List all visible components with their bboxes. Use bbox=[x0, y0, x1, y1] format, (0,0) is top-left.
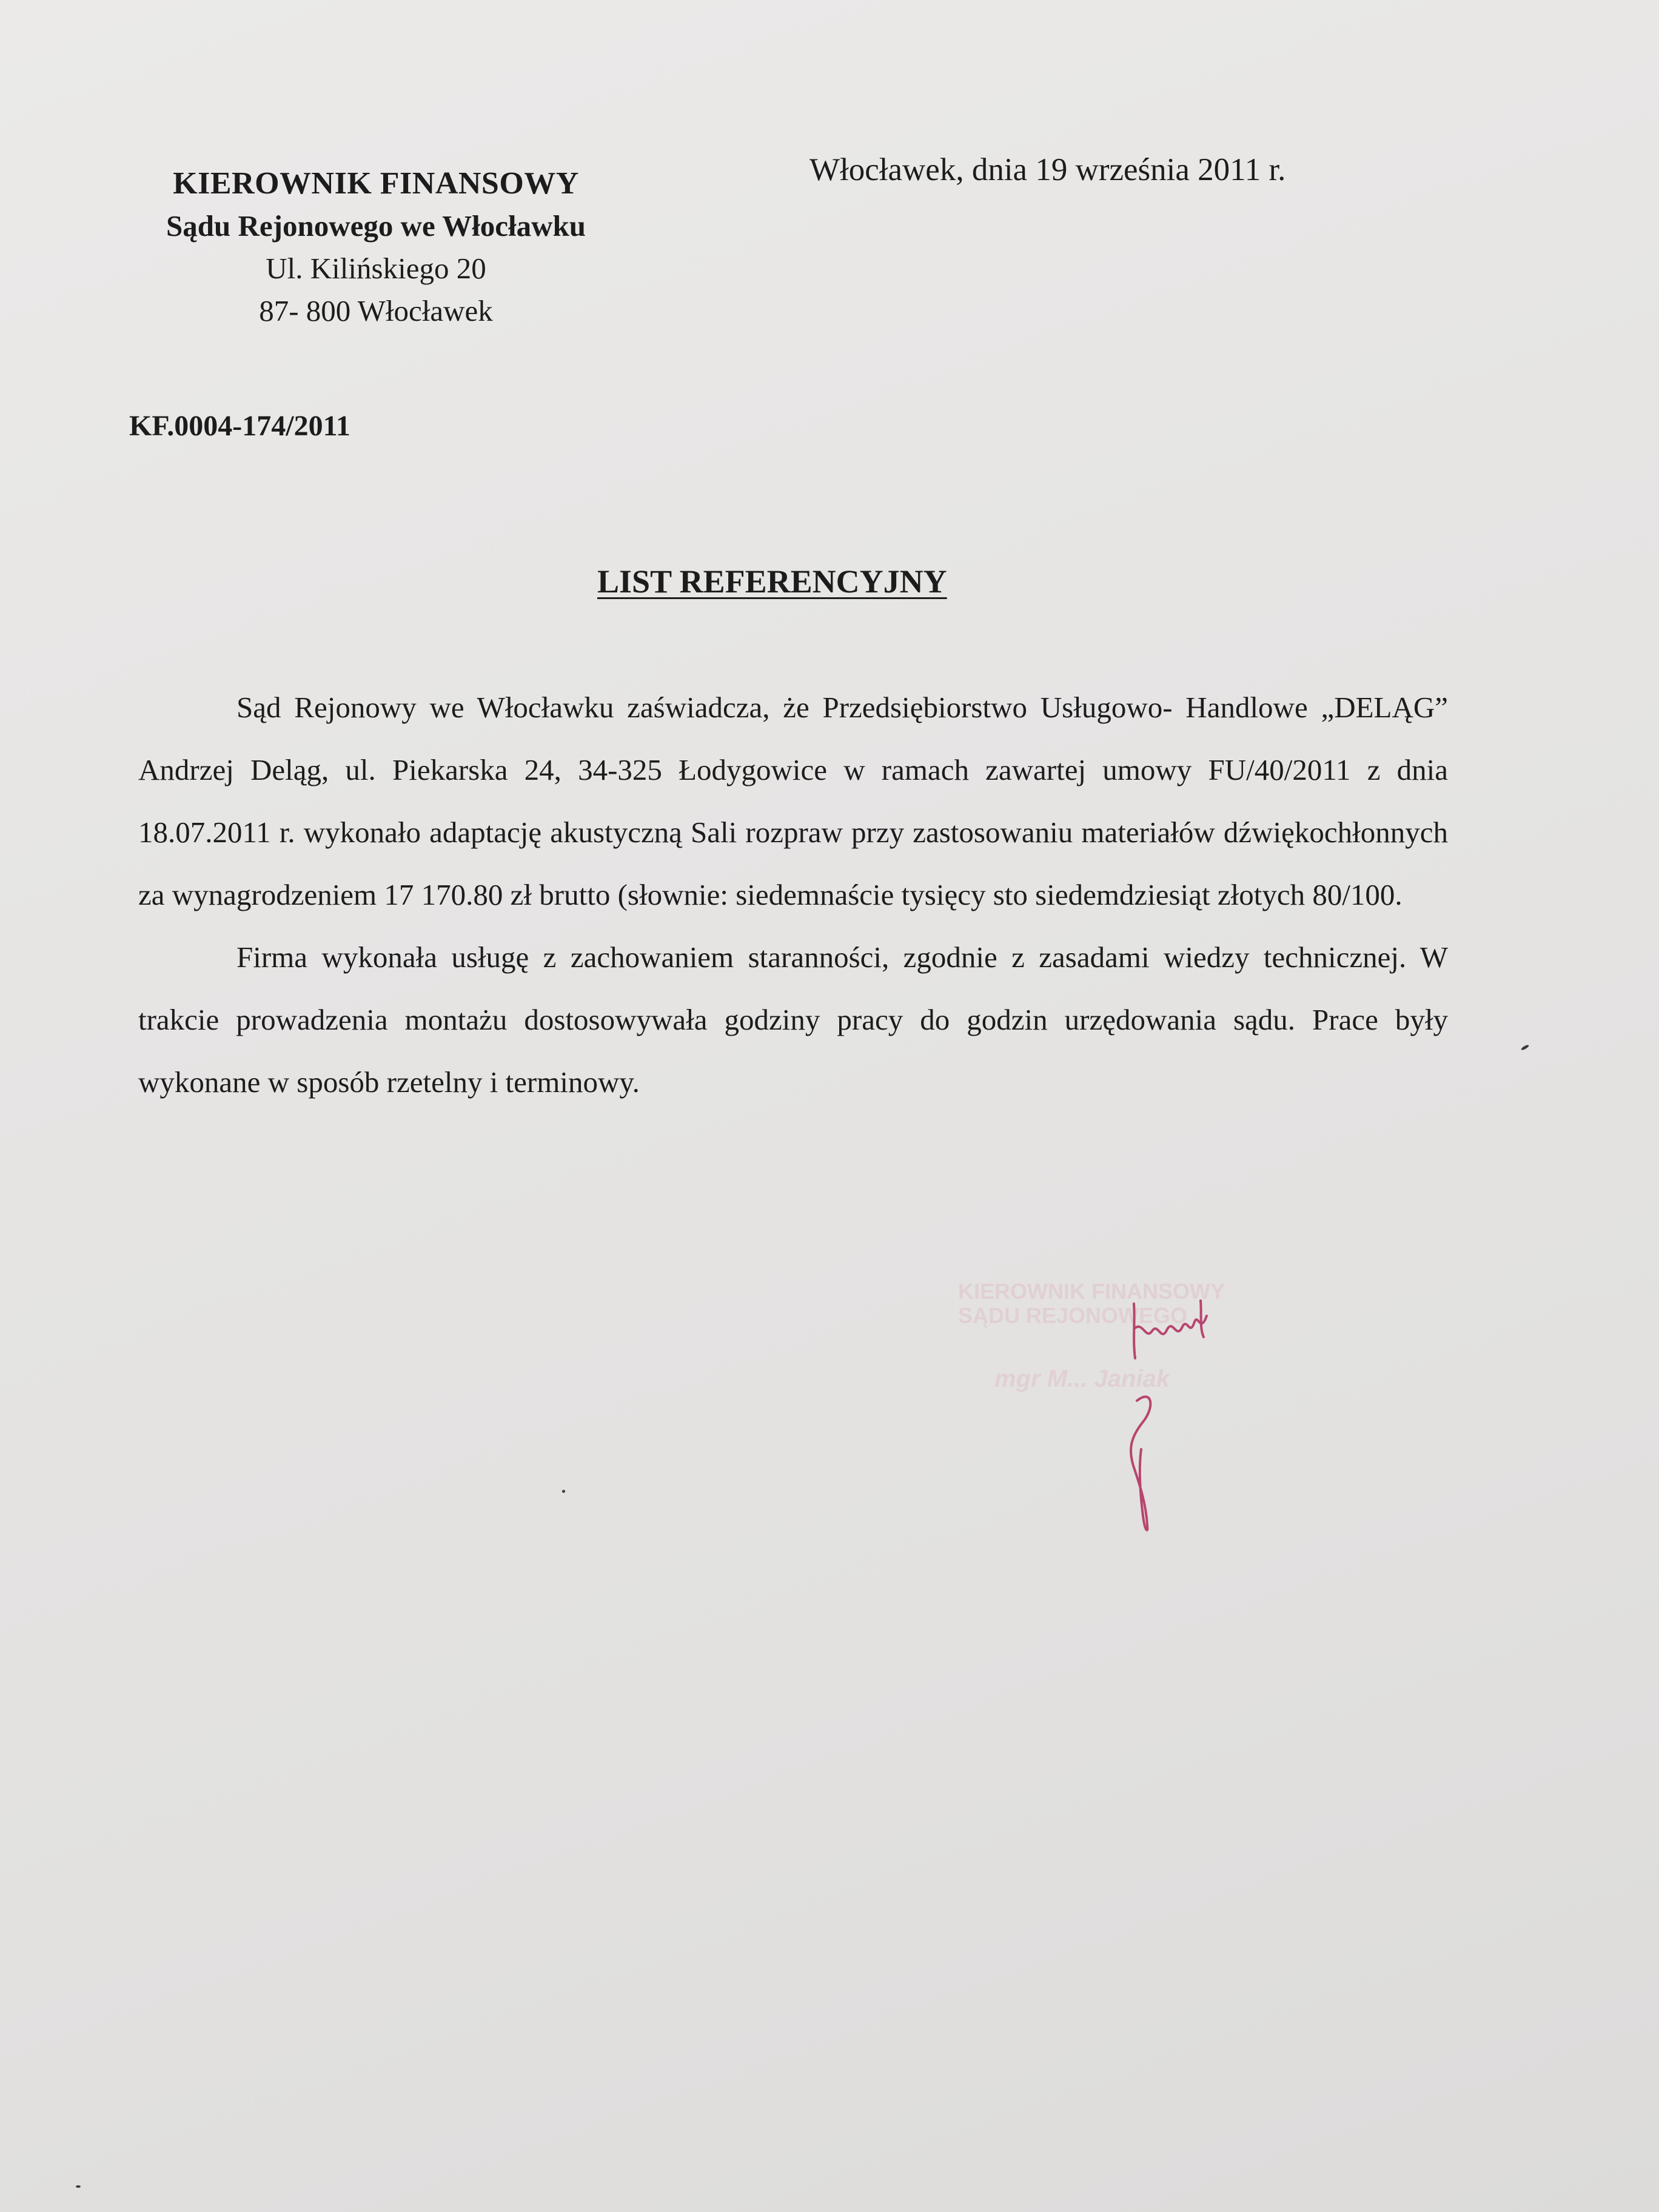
date-line: Włocławek, dnia 19 września 2011 r. bbox=[809, 152, 1286, 187]
stamp-name: mgr M... Janiak bbox=[994, 1366, 1170, 1392]
document-title: LIST REFERENCYJNY bbox=[597, 563, 947, 600]
paper-speck bbox=[76, 2185, 81, 2188]
letter-body bbox=[138, 676, 1448, 1113]
paper-speck bbox=[562, 1490, 565, 1493]
sender-street: Ul. Kilińskiego 20 bbox=[266, 252, 486, 285]
sender-org-title: KIEROWNIK FINANSOWY bbox=[173, 166, 579, 201]
body-paragraph-2: Firma wykonała usługę z zachowaniem staranności, zgodnie z zasadami wiedzy technicznej. W trakcie prowadzenia montażu dostosowywała godziny pracy do godzin urzędowania sądu. Prace były wykonane w sposób rzetelny i terminowy. bbox=[138, 940, 1448, 1099]
paper-speck bbox=[1521, 1044, 1530, 1051]
reference-number: KF.0004-174/2011 bbox=[129, 410, 350, 442]
sender-postal-city: 87- 800 Włocławek bbox=[259, 294, 493, 327]
handwritten-signature bbox=[1110, 1285, 1292, 1540]
body-paragraph-1: Sąd Rejonowy we Włocławku zaświadcza, że Przedsiębiorstwo Usługowo- Handlowe „DELĄG” Andrzej Deląg, ul. Piekarska 24, 34-325 Łodygowice w ramach zawartej umowy FU/40/2011 z dnia 18.07.2011 r. wykonało adaptację akustyczną Sali rozpraw przy zastosowaniu materiałów dźwiękochłonnych za wynagrodzeniem 17 170.80 zł brutto (słownie: siedemnaście tysięcy sto siedemdziesiąt złotych 80/100. bbox=[138, 691, 1448, 911]
stamp-line-2: SĄDU REJONOWEGO bbox=[958, 1303, 1188, 1328]
stamp-line-1: KIEROWNIK FINANSOWY bbox=[958, 1279, 1225, 1304]
sender-court-name: Sądu Rejonowego we Włocławku bbox=[166, 209, 586, 243]
sender-block bbox=[121, 163, 631, 332]
